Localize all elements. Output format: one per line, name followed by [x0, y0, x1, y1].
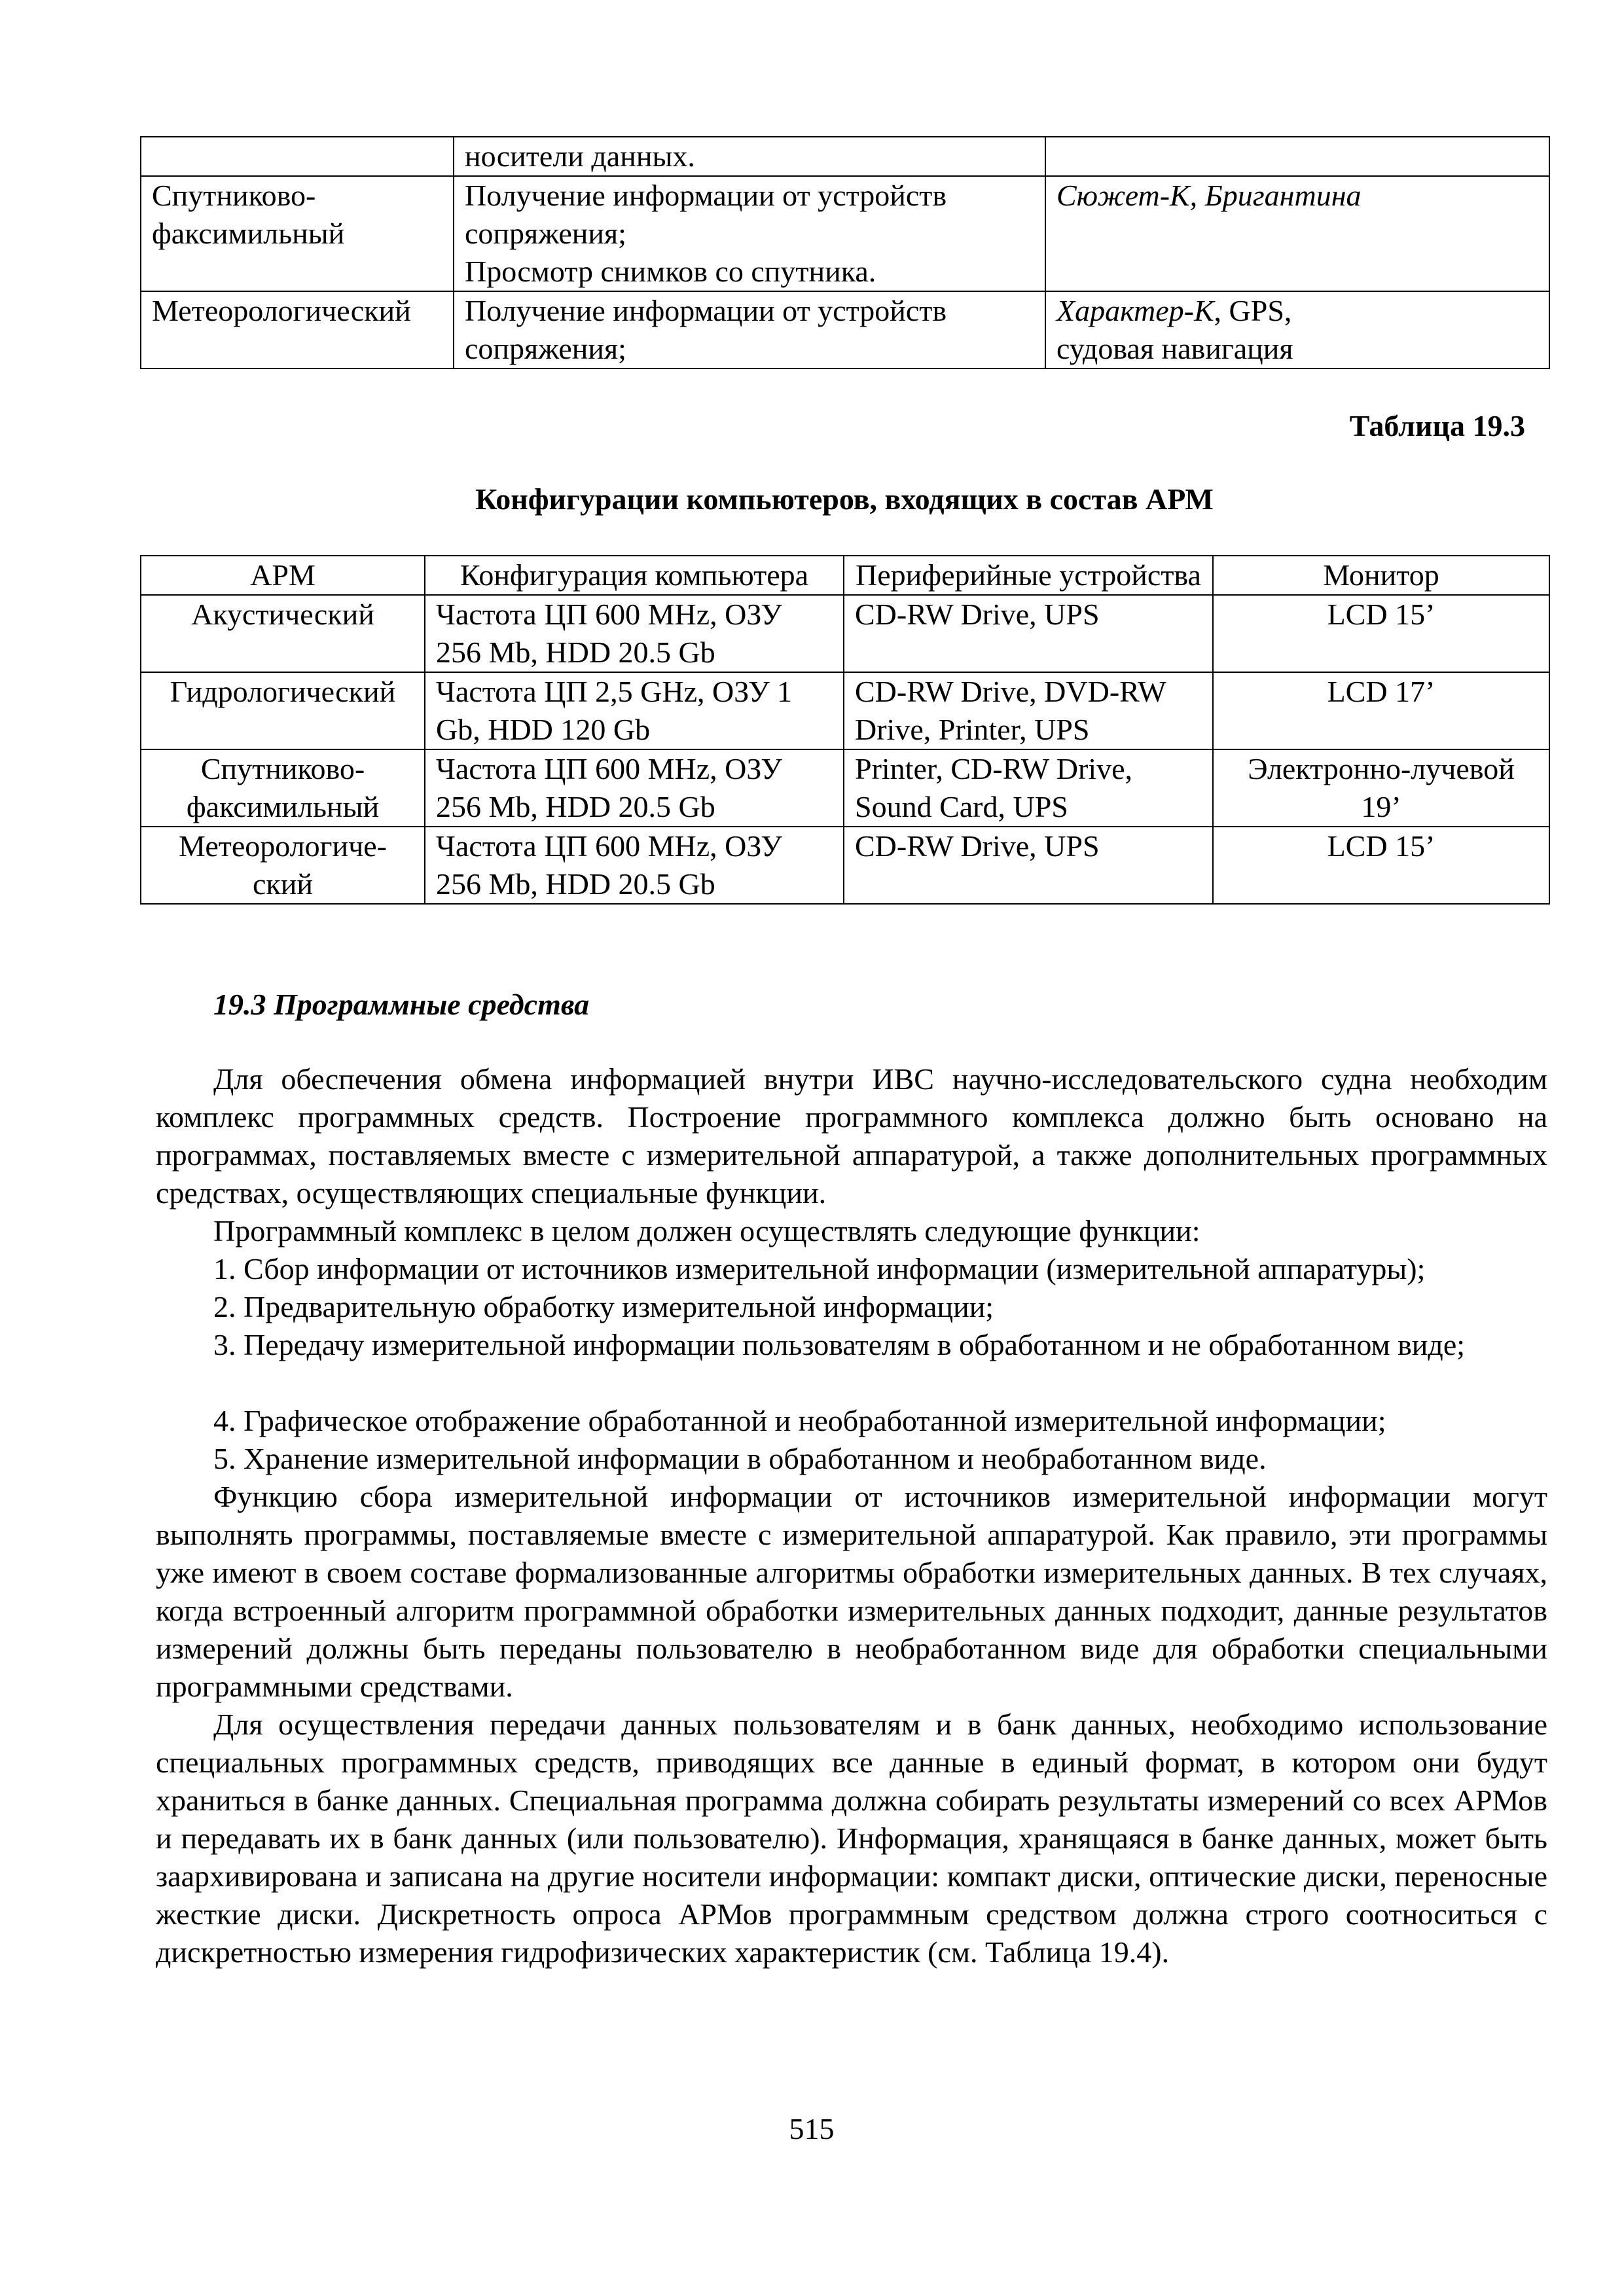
table-cell: [1045, 137, 1549, 176]
cell-periph: CD-RW Drive, UPS: [844, 827, 1213, 904]
table-header-row: [141, 556, 1549, 595]
cell-arm: Акустический: [141, 595, 425, 672]
table-label: Таблица 19.3: [1349, 409, 1525, 442]
cell-config: Частота ЦП 600 MHz, ОЗУ 256 Mb, HDD 20.5 Gb: [425, 595, 844, 672]
cell-text: Просмотр снимков со спутника.: [465, 255, 876, 288]
cell-config: Частота ЦП 600 MHz, ОЗУ 256 Mb, HDD 20.5 Gb: [425, 749, 844, 827]
list-item: 2. Предварительную обработку измерительной информации;: [213, 1290, 994, 1323]
section-heading: 19.3 Программные средства: [213, 988, 590, 1021]
table-cell: [454, 176, 1045, 291]
cell-arm: Спутниково-факсимильный: [141, 749, 425, 827]
table-row: [141, 827, 1549, 904]
list-item: 4. Графическое отображение обработанной и необработанной измерительной информации;: [213, 1404, 1386, 1437]
paragraph-3: Функцию сбора измерительной информации от источников измерительной информации могут выполнять программы, поставляемые вместе с измерительной аппаратурой. Как правило, эти программы уже имеют в своем составе формализованные алгоритмы обработки измерительных данных. В тех случаях, когда встроенный алгоритм программной обработки измерительных данных подходит, данные результатов измерений должны быть переданы пользователю в необработанном виде для обработки специальными программными средствами.: [156, 1480, 1547, 1703]
header-arm: АРМ: [141, 556, 425, 595]
table-title: Конфигурации компьютеров, входящих в состав АРМ: [475, 482, 1214, 516]
table-row: [141, 749, 1549, 827]
table-cell: [141, 137, 454, 176]
cell-text: , GPS,: [1214, 294, 1292, 327]
table-row: [141, 176, 1549, 291]
cell-arm: Метеорологиче-ский: [141, 827, 425, 904]
cell-text: Получение информации от устройств сопряжения;: [465, 179, 947, 250]
page-number: 515: [789, 2112, 835, 2145]
cell-periph: CD-RW Drive, UPS: [844, 595, 1213, 672]
table-cell: Получение информации от устройств сопряжения;: [454, 291, 1045, 368]
header-config: Конфигурация компьютера: [425, 556, 844, 595]
cell-text: Характер-К: [1056, 294, 1214, 327]
cell-config: Частота ЦП 2,5 GHz, ОЗУ 1 Gb, HDD 120 Gb: [425, 672, 844, 749]
header-periph: Периферийные устройства: [844, 556, 1213, 595]
paragraph-2: Программный комплекс в целом должен осуществлять следующие функции:: [213, 1214, 1200, 1247]
cell-periph: Printer, CD-RW Drive, Sound Card, UPS: [844, 749, 1213, 827]
cell-monitor: Электронно-лучевой 19’: [1213, 749, 1549, 827]
cell-arm: Гидрологический: [141, 672, 425, 749]
table-cell: Сюжет-К, Бригантина: [1045, 176, 1549, 291]
table-cell: Метеорологический: [141, 291, 454, 368]
config-table: [140, 555, 1550, 905]
cell-monitor: LCD 17’: [1213, 672, 1549, 749]
list-item: 5. Хранение измерительной информации в обработанном и необработанном виде.: [213, 1442, 1267, 1475]
cell-periph: CD-RW Drive, DVD-RW Drive, Printer, UPS: [844, 672, 1213, 749]
paragraph-1: Для обеспечения обмена информацией внутри ИВС научно-исследовательского судна необходим комплекс программных средств. Построение программного комплекса должно быть основано на программах, поставляемых вместе с измерительной аппаратурой, а также дополнительных программных средствах, осуществляющих специальные функции.: [156, 1062, 1547, 1210]
table-row: [141, 672, 1549, 749]
cell-text: судовая навигация: [1056, 332, 1293, 365]
table-cell: носители данных.: [454, 137, 1045, 176]
continued-table: [140, 136, 1550, 369]
cell-config: Частота ЦП 600 MHz, ОЗУ 256 Mb, HDD 20.5 Gb: [425, 827, 844, 904]
cell-monitor: LCD 15’: [1213, 827, 1549, 904]
list-item: 3. Передачу измерительной информации пользователям в обработанном и не обработанном виде;: [213, 1328, 1466, 1361]
table-cell: Спутниково-факсимильный: [141, 176, 454, 291]
cell-monitor: LCD 15’: [1213, 595, 1549, 672]
table-cell: [1045, 291, 1549, 368]
table-row: [141, 137, 1549, 176]
paragraph-4: Для осуществления передачи данных пользователям и в банк данных, необходимо использование специальных программных средств, приводящих все данные в единый формат, в котором они будут храниться в банке данных. Специальная программа должна собирать результаты измерений со всех АРМов и передавать их в банк данных (или пользователю). Информация, хранящаяся в банке данных, может быть заархивирована и записана на другие носители информации: компакт диски, оптические диски, переносные жесткие диски. Дискретность опроса АРМов программным средством должна строго соотноситься с дискретностью измерения гидрофизических характеристик (см. Таблица 19.4).: [156, 1708, 1547, 1969]
table-row: [141, 291, 1549, 368]
header-monitor: Монитор: [1213, 556, 1549, 595]
list-item: 1. Сбор информации от источников измерительной информации (измерительной аппаратуры);: [213, 1252, 1426, 1285]
table-row: [141, 595, 1549, 672]
